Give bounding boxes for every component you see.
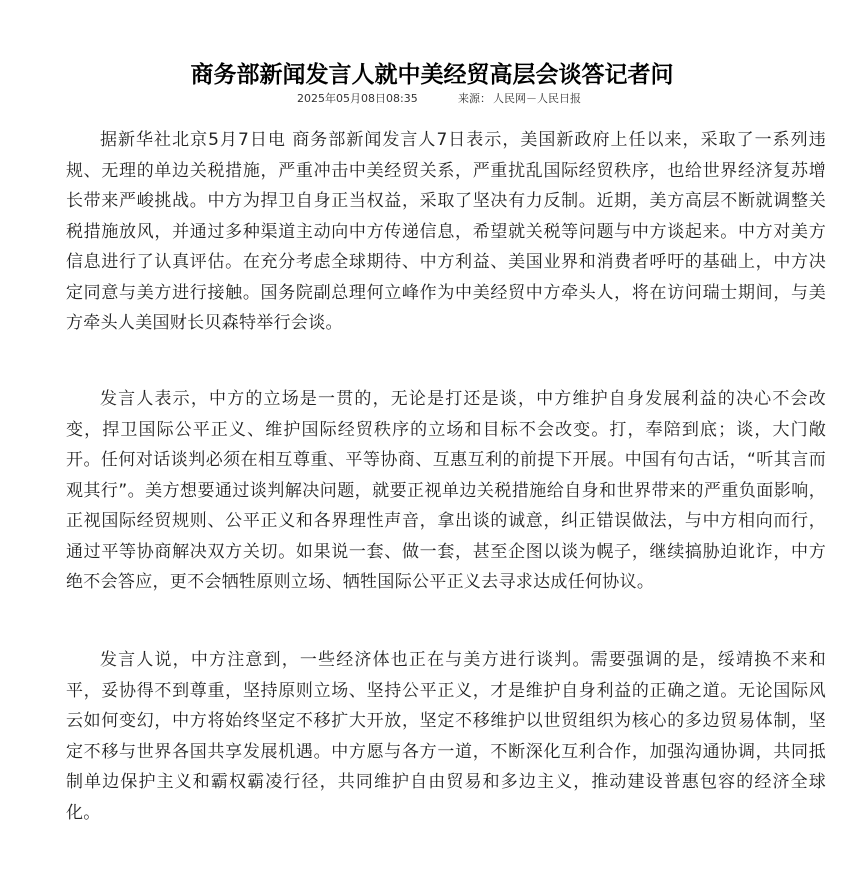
- article-paragraph: 发言人说，中方注意到，一些经济体也正在与美方进行谈判。需要强调的是，绥靖换不来和平，妥协得不到尊重，坚持原则立场、坚持公平正义，才是维护自身利益的正确之道。无论国际风云如何变幻，中方将始终坚定不移扩大开放，坚定不移维护以世贸组织为核心的多边贸易体制，坚定不移与世界各国共享发展机遇。中方愿与各方一道，不断深化互利合作，加强沟通协调，共同抵制单边保护主义和霸权霸凌行径，共同维护自由贸易和多边主义，推动建设普惠包容的经济全球化。: [66, 650, 826, 823]
- article-paragraph: 据新华社北京5月7日电 商务部新闻发言人7日表示，美国新政府上任以来，采取了一系列违规、无理的单边关税措施，严重冲击中美经贸关系，严重扰乱国际经贸秩序，也给世界经济复苏增长带来严峻挑战。中方为捍卫自身正当权益，采取了坚决有力反制。近期，美方高层不断就调整关税措施放风，并通过多种渠道主动向中方传递信息，希望就关税等问题与中方谈起来。中方对美方信息进行了认真评估。在充分考虑全球期待、中方利益、美国业界和消费者呼吁的基础上，中方决定同意与美方进行接触。国务院副总理何立峰作为中美经贸中方牵头人，将在访问瑞士期间，与美方牵头人美国财长贝森特举行会谈。: [66, 130, 826, 333]
- publish-date: 2025年05月08日08:35: [297, 92, 418, 105]
- article-paragraph: 发言人表示，中方的立场是一贯的，无论是打还是谈，中方维护自身发展利益的决心不会改变，捍卫国际公平正义、维护国际经贸秩序的立场和目标不会改变。打，奉陪到底；谈，大门敞开。任何对话谈判必须在相互尊重、平等协商、互惠互利的前提下开展。中国有句古话，“听其言而观其行”。美方想要通过谈判解决问题，就要正视单边关税措施给自身和世界带来的严重负面影响，正视国际经贸规则、公平正义和各界理性声音，拿出谈的诚意，纠正错误做法，与中方相向而行，通过平等协商解决双方关切。如果说一套、做一套，甚至企图以谈为幌子，继续搞胁迫讹诈，中方绝不会答应，更不会牺牲原则立场、牺牲国际公平正义去寻求达成任何协议。: [66, 389, 826, 592]
- article-meta: [0, 89, 864, 109]
- article-title: 商务部新闻发言人就中美经贸高层会谈答记者问: [190, 62, 674, 89]
- source-label: 来源：: [458, 92, 491, 105]
- source-name: 人民网－人民日报: [493, 92, 581, 105]
- article-source: [458, 89, 581, 109]
